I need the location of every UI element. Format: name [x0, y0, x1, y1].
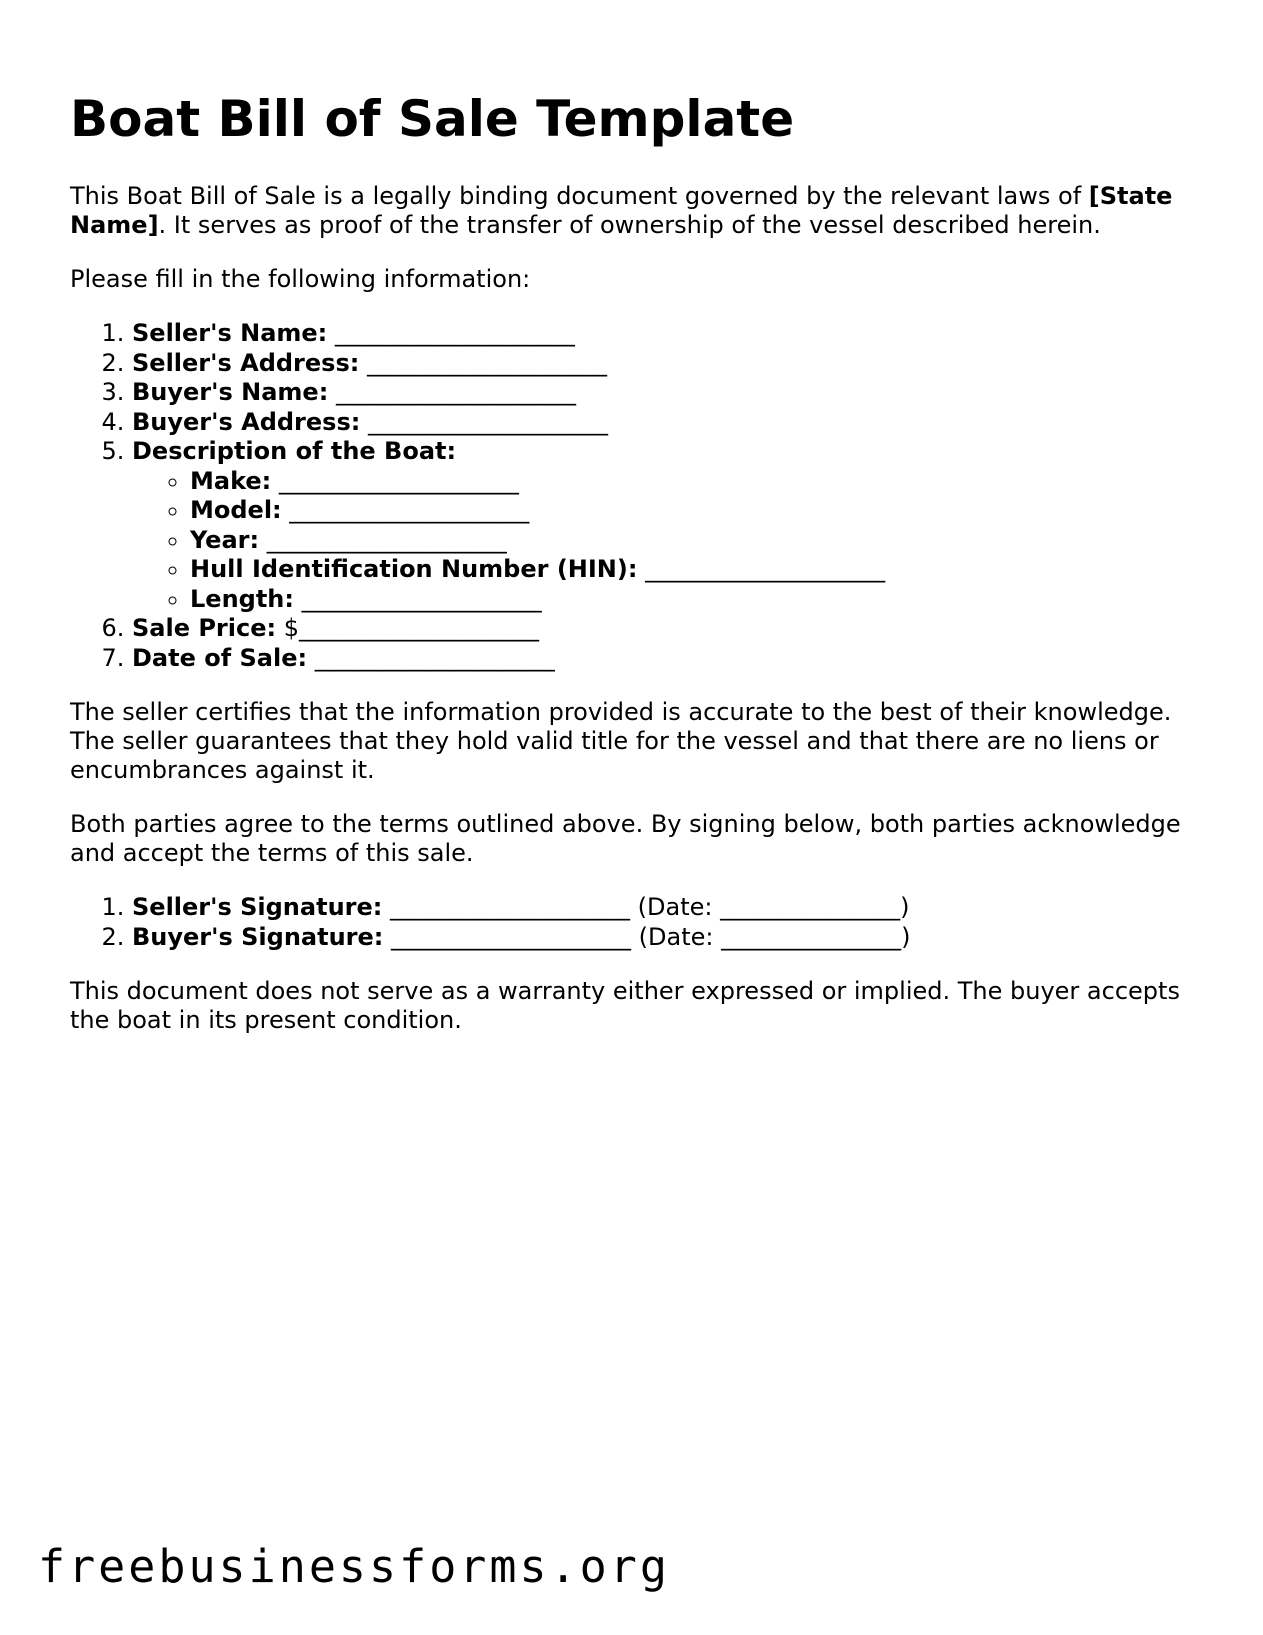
field-label: Seller's Signature: — [132, 893, 383, 921]
field-label: Make: — [190, 466, 272, 495]
footer-watermark: freebusinessforms.org — [38, 1540, 670, 1593]
document-page — [70, 86, 1200, 1060]
field-label: Buyer's Name: — [132, 378, 329, 406]
year-blank: ____________________ — [266, 525, 507, 554]
info-field-list — [70, 319, 1200, 673]
sublist-item-model — [190, 496, 1200, 526]
list-item-buyer-name — [132, 378, 1200, 408]
buyer-name-blank: ____________________ — [335, 378, 576, 406]
buyer-date-blank: _______________ — [721, 922, 902, 951]
list-item-seller-address — [132, 349, 1200, 379]
seller-address-blank: ____________________ — [366, 348, 607, 377]
date-close: ) — [900, 893, 910, 921]
sale-price-blank: ____________________ — [299, 614, 540, 642]
field-label: Description of the Boat: — [132, 437, 457, 465]
page-title: Boat Bill of Sale Template — [70, 90, 795, 148]
currency-symbol: $ — [283, 614, 300, 642]
buyer-signature-blank: ____________________ — [391, 922, 632, 951]
signature-list — [70, 893, 1200, 952]
list-item-seller-signature — [132, 893, 1200, 923]
list-item-buyer-address — [132, 408, 1200, 438]
list-item-sale-price — [132, 614, 1200, 644]
field-label: Year: — [190, 525, 260, 554]
field-label: Seller's Address: — [132, 348, 360, 377]
field-label: Model: — [190, 496, 282, 524]
field-label: Seller's Name: — [132, 319, 328, 347]
list-item-boat-description — [132, 437, 1200, 614]
sublist-item-length — [190, 585, 1200, 615]
sublist-item-make — [190, 467, 1200, 497]
sublist-item-hin — [190, 555, 1200, 585]
certification-paragraph: The seller certifies that the information provided is accurate to the best of their knowledge. The seller guarantees that they hold valid title for the vessel and that there are no liens or encumbrances against it. — [70, 698, 1172, 784]
date-of-sale-blank: ____________________ — [314, 643, 555, 672]
boat-description-sublist — [132, 467, 1200, 615]
buyer-address-blank: ____________________ — [367, 407, 608, 436]
field-label: Length: — [190, 584, 294, 613]
length-blank: ____________________ — [301, 584, 542, 613]
seller-date-blank: _______________ — [720, 893, 901, 921]
make-blank: ____________________ — [278, 466, 519, 495]
field-label: Buyer's Signature: — [132, 922, 384, 951]
field-label: Buyer's Address: — [132, 407, 361, 436]
state-name-placeholder: [State Name] — [70, 182, 1173, 239]
field-label: Sale Price: — [132, 614, 277, 642]
agreement-paragraph: Both parties agree to the terms outlined above. By signing below, both parties acknowledge and accept the terms of this sale. — [70, 810, 1181, 867]
disclaimer-paragraph: This document does not serve as a warranty either expressed or implied. The buyer accepts the boat in its present condition. — [70, 977, 1180, 1034]
date-close: ) — [901, 922, 911, 951]
hin-blank: ____________________ — [645, 555, 886, 583]
sublist-item-year — [190, 526, 1200, 556]
list-item-seller-name — [132, 319, 1200, 349]
seller-name-blank: ____________________ — [334, 319, 575, 347]
intro-text-end: . It serves as proof of the transfer of ownership of the vessel described herein. — [158, 211, 1101, 239]
date-open: (Date: — [638, 922, 722, 951]
list-item-buyer-signature — [132, 923, 1200, 953]
list-item-date-of-sale — [132, 644, 1200, 674]
intro-paragraph — [70, 182, 1200, 240]
seller-signature-blank: ____________________ — [390, 893, 630, 921]
field-label: Date of Sale: — [132, 643, 308, 672]
field-label: Hull Identification Number (HIN): — [190, 555, 638, 583]
intro-text-start: This Boat Bill of Sale is a legally binding document governed by the relevant laws of — [70, 182, 1089, 210]
date-open: (Date: — [637, 893, 721, 921]
instruction-text: Please fill in the following information: — [70, 265, 531, 293]
model-blank: ____________________ — [289, 496, 530, 524]
